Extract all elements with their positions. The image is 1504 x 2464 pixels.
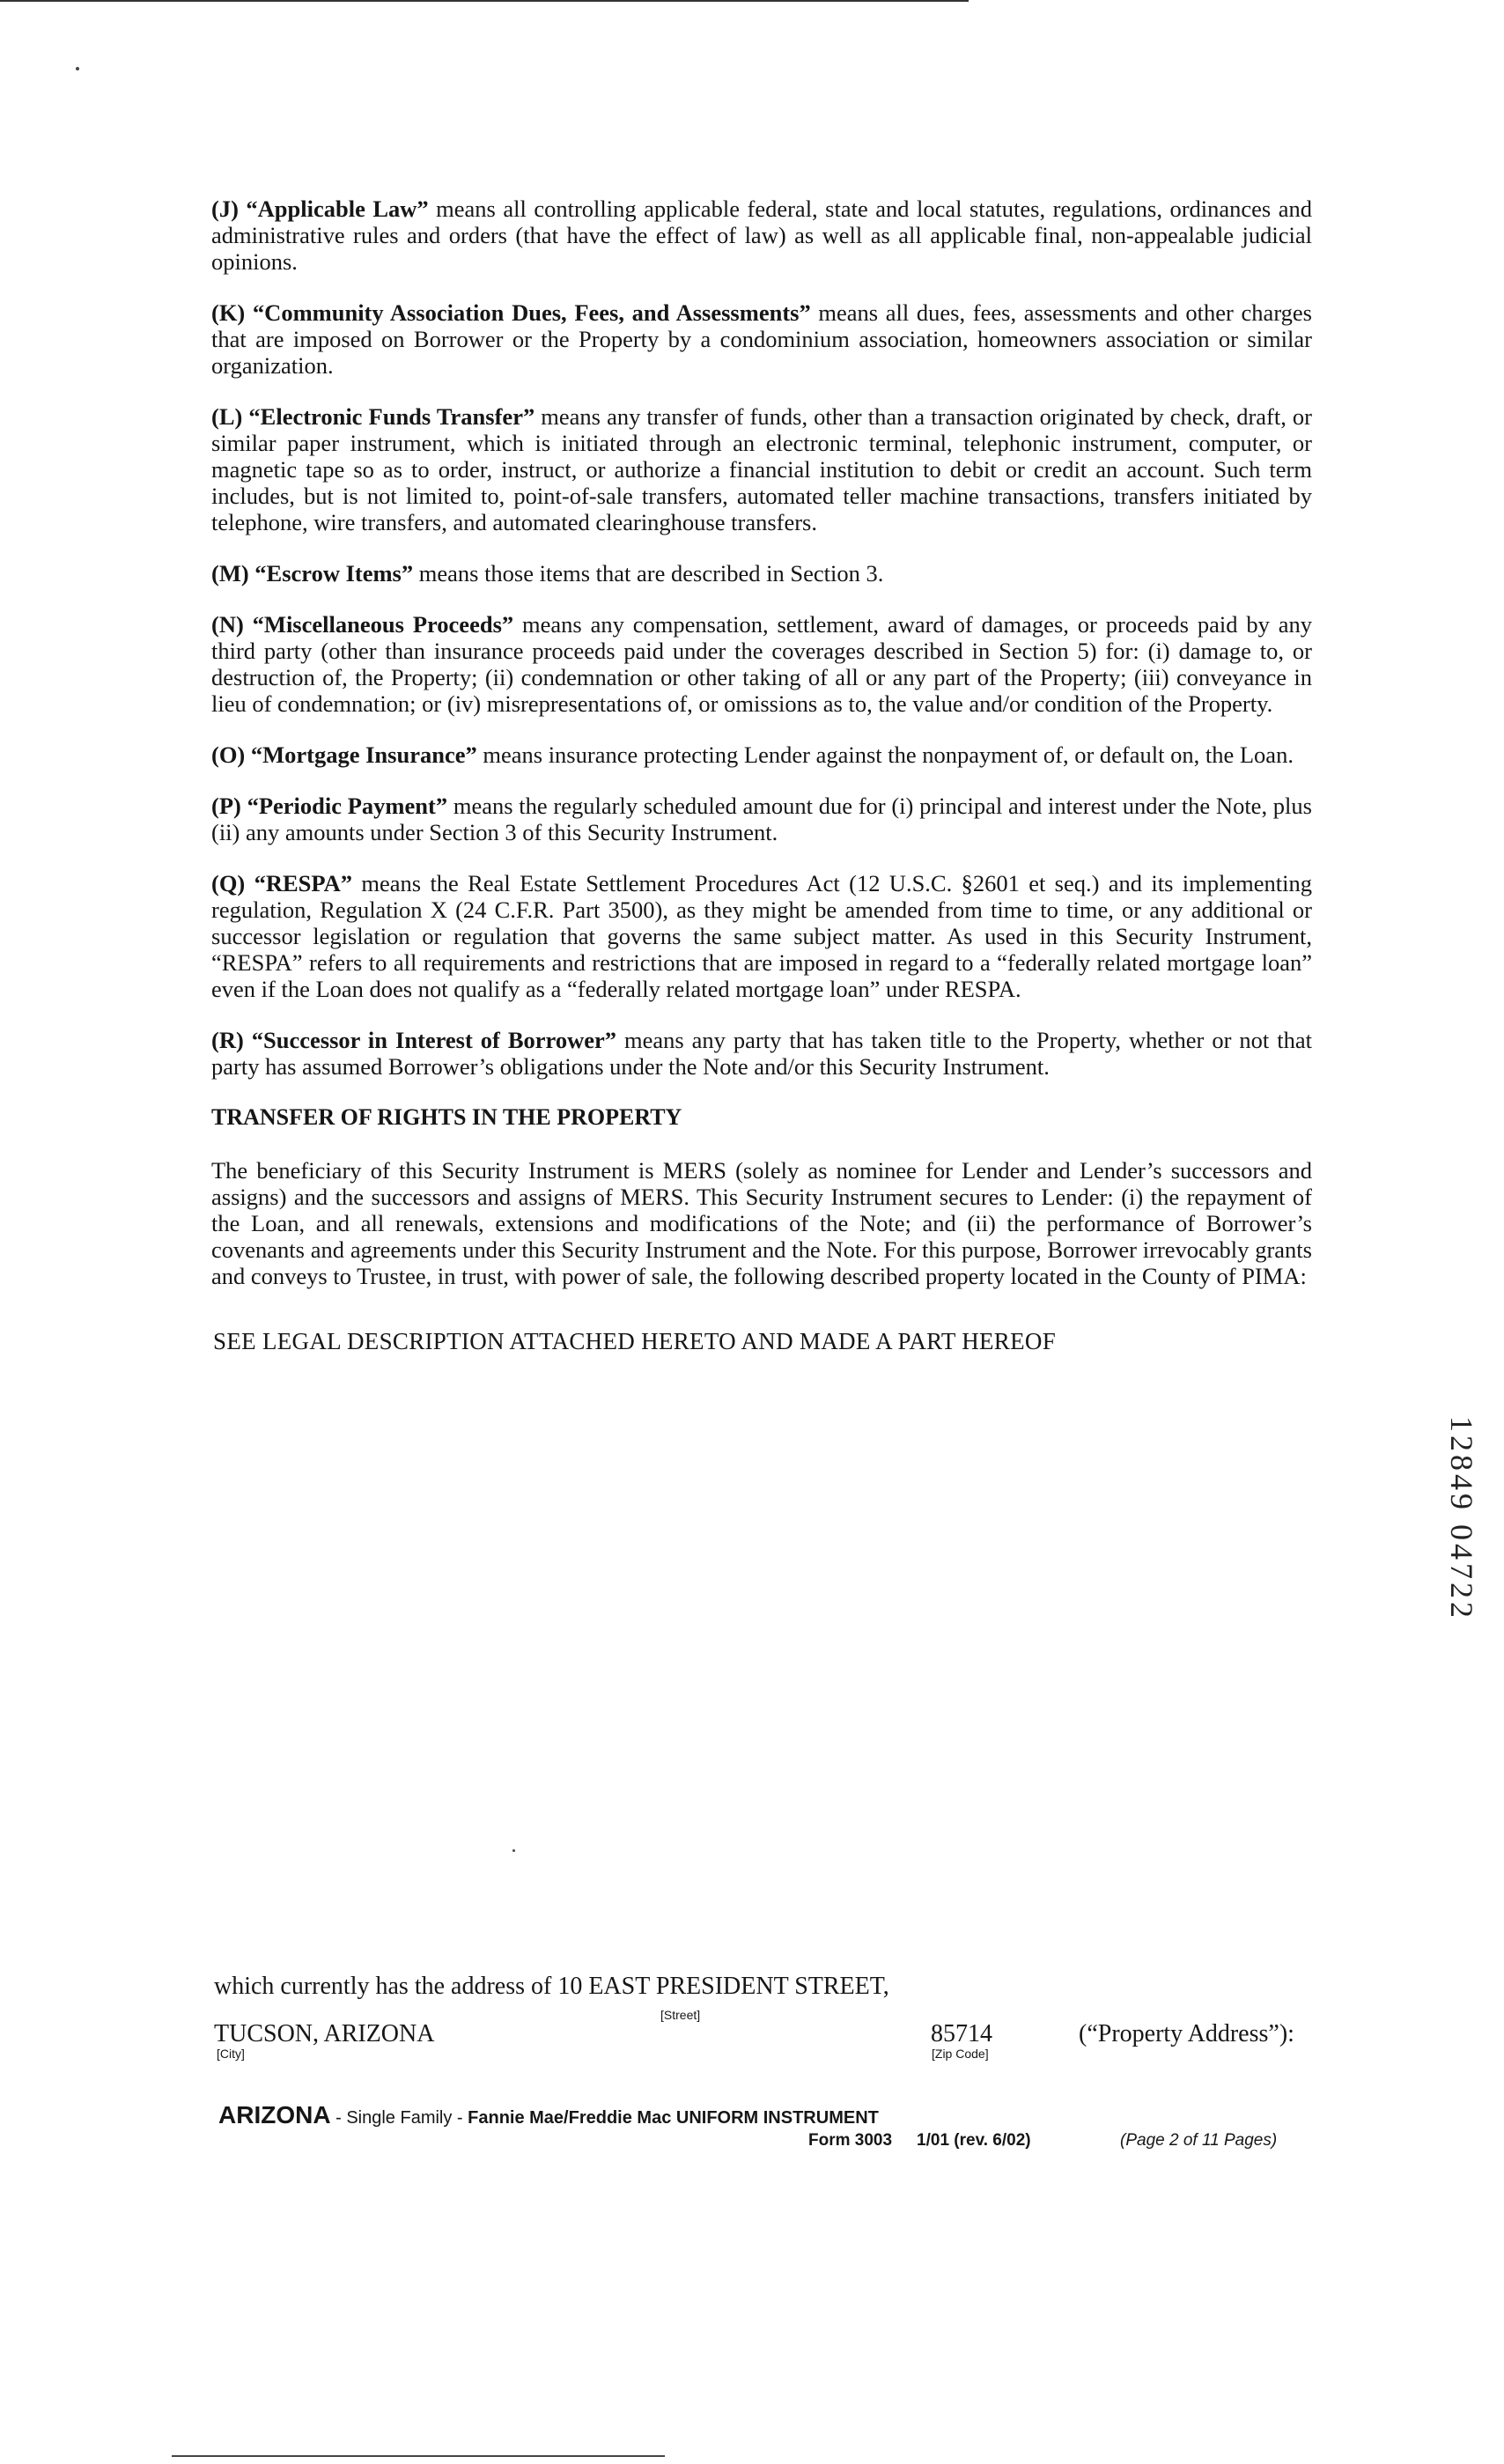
transfer-paragraph: The beneficiary of this Security Instrument is MERS (solely as nominee for Lender and Lender’s successors and assigns) and the successors and assigns of MERS. This Security Instrument secures to Lender: (i) the repayment of the Loan, and all renewals, extensions and modifications of the Note; and (ii) the performance of Borrower’s covenants and agreements under this Security Instrument and the Note. For this purpose, Borrower irrevocably grants and conveys to Trustee, in trust, with power of sale, the following described property located in the County of PIMA: [211, 1157, 1312, 1289]
definition-paragraph [211, 299, 1312, 379]
document-body [211, 195, 1312, 1354]
definition-term: (Q) “RESPA” [211, 870, 353, 896]
form-type: - Single Family - [330, 2108, 468, 2128]
definition-term: (J) “Applicable Law” [211, 195, 429, 222]
form-state: ARIZONA [218, 2101, 331, 2128]
definition-text: means those items that are described in Section 3. [413, 560, 884, 586]
definition-text: means any transfer of funds, other than a transaction originated by check, draft, or similar paper instrument, which is initiated through an electronic terminal, telephonic instrument, computer, or magnetic tape so as to order, instruct, or authorize a financial institution to debit or credit an account. Such term includes, but is not limited to, point-of-sale transfers, automated teller machine transactions, transfers initiated by telephone, wire transfers, and automated clearinghouse transfers. [211, 403, 1313, 535]
definition-paragraph [211, 195, 1312, 275]
bottom-scan-rule [172, 2455, 665, 2457]
definitions-list [211, 195, 1312, 1080]
form-number [808, 2131, 1031, 2150]
city-label: [City] [217, 2047, 245, 2061]
definition-paragraph [211, 611, 1312, 717]
street-label: [Street] [660, 2008, 701, 2022]
definition-paragraph [211, 1027, 1312, 1080]
definition-text: means all controlling applicable federal, state and local statutes, regulations, ordinances and administrative rules and orders (that have the effect of law) as well as all applicable final, non-appealable judicial opinions. [211, 195, 1312, 275]
definition-text: means any compensation, settlement, award of damages, or proceeds paid by any third party (other than insurance proceeds paid under the coverages described in Section 5) for: (i) damage to, or destruction of, the Property; (ii) condemnation or other taking of all or any part of the Property; (iii) conveyance in lieu of condemnation; or (iv) misrepresentations of, or omissions as to, the value and/or condition of the Property. [211, 611, 1312, 717]
definition-paragraph [211, 403, 1312, 535]
definition-text: means any party that has taken title to the Property, whether or not that party has assumed Borrower’s obligations under the Note and/or this Security Instrument. [211, 1027, 1312, 1080]
definition-text: means the Real Estate Settlement Procedures Act (12 U.S.C. §2601 et seq.) and its implementing regulation, Regulation X (24 C.F.R. Part 3500), as they might be amended from time to time, or any additional or successor legislation or regulation that governs the same subject matter. As used in this Security Instrument, “RESPA” refers to all requirements and restrictions that are imposed in regard to a “federally related mortgage loan” even if the Loan does not qualify as a “federally related mortgage loan” under RESPA. [211, 870, 1313, 1002]
form-id: Form 3003 [808, 2131, 893, 2150]
page-indicator: (Page 2 of 11 Pages) [1120, 2131, 1278, 2150]
definition-term: (P) “Periodic Payment” [211, 793, 448, 819]
zip-label: [Zip Code] [932, 2047, 989, 2061]
form-revision: 1/01 (rev. 6/02) [917, 2131, 1031, 2150]
form-instrument: Fannie Mae/Freddie Mac UNIFORM INSTRUMENT [468, 2108, 879, 2128]
scan-speck [512, 1849, 515, 1852]
definition-term: (K) “Community Association Dues, Fees, and Assessments” [211, 299, 811, 326]
definition-term: (M) “Escrow Items” [211, 560, 414, 586]
definition-term: (O) “Mortgage Insurance” [211, 741, 477, 768]
definition-paragraph [211, 793, 1312, 845]
recording-stamp-number: 12849 04722 [1444, 1416, 1479, 1621]
top-scan-rule [0, 0, 969, 2]
scan-speck [76, 67, 79, 70]
definition-paragraph [211, 741, 1312, 768]
definition-term: (N) “Miscellaneous Proceeds” [211, 611, 514, 638]
zip-value: 85714 [931, 2020, 992, 2047]
definition-term: (L) “Electronic Funds Transfer” [211, 403, 535, 430]
property-address-term: (“Property Address”): [1079, 2020, 1294, 2047]
property-address-line: which currently has the address of 10 EAST PRESIDENT STREET, [214, 1973, 889, 2000]
legal-description: SEE LEGAL DESCRIPTION ATTACHED HERETO AND MADE A PART HEREOF [213, 1328, 1057, 1354]
definition-term: (R) “Successor in Interest of Borrower” [211, 1027, 616, 1053]
city-value: TUCSON, ARIZONA [214, 2020, 435, 2047]
definition-paragraph [211, 870, 1312, 1002]
form-title [218, 2101, 879, 2129]
definition-text: means the regularly scheduled amount due for (i) principal and interest under the Note, plus (ii) any amounts under Section 3 of this Security Instrument. [211, 793, 1312, 845]
section-heading: TRANSFER OF RIGHTS IN THE PROPERTY [211, 1104, 682, 1130]
definition-text: means all dues, fees, assessments and other charges that are imposed on Borrower or the Property by a condominium association, homeowners association or similar organization. [211, 299, 1312, 379]
definition-text: means insurance protecting Lender against the nonpayment of, or default on, the Loan. [476, 741, 1294, 768]
definition-paragraph [211, 560, 1312, 586]
